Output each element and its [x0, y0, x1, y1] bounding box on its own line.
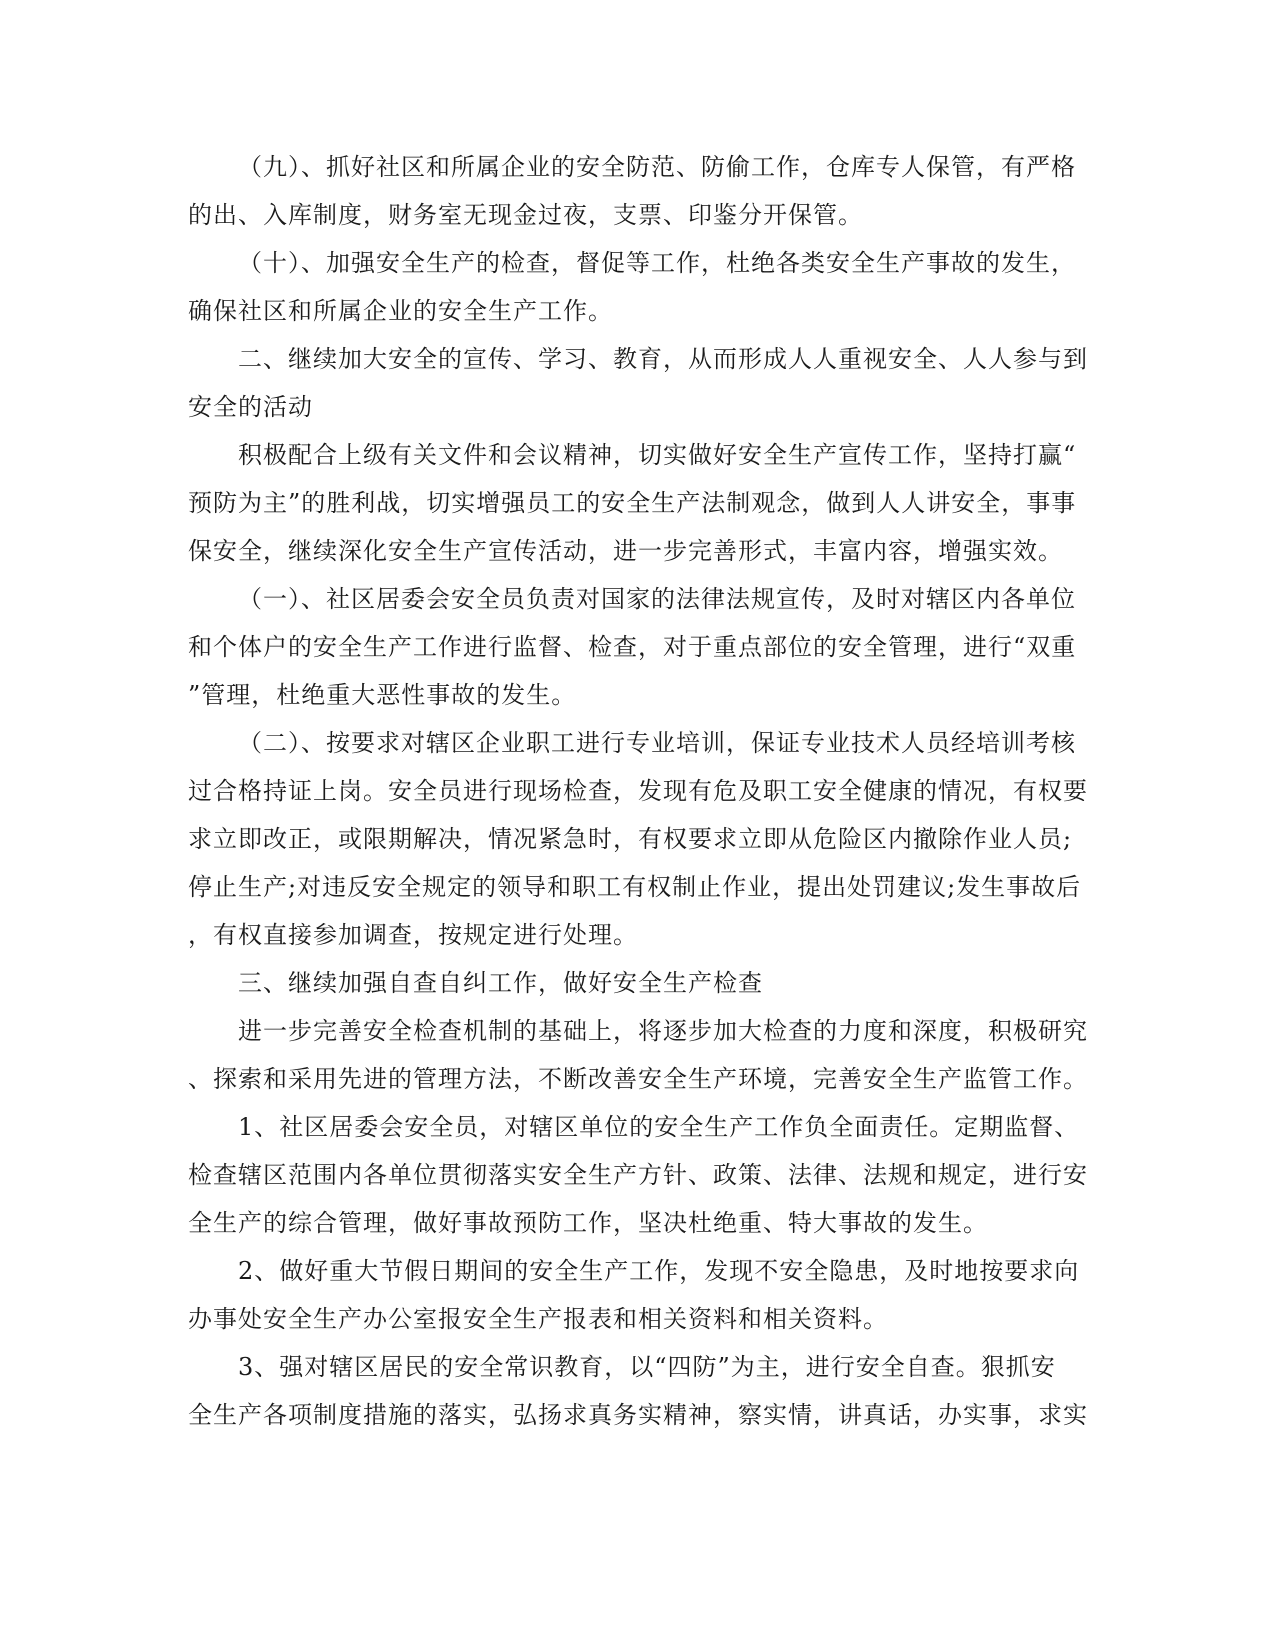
paragraph-first-line: 2、做好重大节假日期间的安全生产工作，发现不安全隐患，及时地按要求向 — [238, 1257, 1080, 1285]
paragraph-line: 安全的活动 — [188, 393, 313, 421]
paragraph-line: 保安全，继续深化安全生产宣传活动，进一步完善形式，丰富内容，增强实效。 — [188, 537, 1063, 565]
paragraph-line: 办事处安全生产办公室报安全生产报表和相关资料和相关资料。 — [188, 1305, 888, 1333]
paragraph-first-line: 积极配合上级有关文件和会议精神，切实做好安全生产宣传工作，坚持打赢“ — [238, 441, 1077, 469]
paragraph-line: 全生产的综合管理，做好事故预防工作，坚决杜绝重、特大事故的发生。 — [188, 1209, 988, 1237]
paragraph-first-line: 三、继续加强自查自纠工作，做好安全生产检查 — [238, 969, 763, 997]
paragraph-line: 全生产各项制度措施的落实，弘扬求真务实精神，察实情，讲真话，办实事，求实 — [188, 1401, 1088, 1429]
paragraph-line: 停止生产;对违反安全规定的领导和职工有权制止作业，提出处罚建议;发生事故后 — [188, 873, 1082, 901]
paragraph-first-line: （二）、按要求对辖区企业职工进行专业培训，保证专业技术人员经培训考核 — [238, 729, 1076, 757]
paragraph-first-line: 1、社区居委会安全员，对辖区单位的安全生产工作负全面责任。定期监督、 — [238, 1113, 1080, 1141]
paragraph-line: 确保社区和所属企业的安全生产工作。 — [188, 297, 613, 325]
paragraph-line: 、探索和采用先进的管理方法，不断改善安全生产环境，完善安全生产监管工作。 — [188, 1065, 1088, 1093]
document-body — [188, 143, 1088, 1439]
paragraph-line: ，有权直接参加调查，按规定进行处理。 — [188, 921, 638, 949]
paragraph-line: ”管理，杜绝重大恶性事故的发生。 — [188, 681, 577, 709]
paragraph-line: 检查辖区范围内各单位贯彻落实安全生产方针、政策、法律、法规和规定，进行安 — [188, 1161, 1088, 1189]
paragraph-first-line: （九）、抓好社区和所属企业的安全防范、防偷工作，仓库专人保管，有严格 — [238, 153, 1076, 181]
paragraph-first-line: 3、强对辖区居民的安全常识教育，以“四防”为主，进行安全自查。狠抓安 — [238, 1353, 1056, 1381]
paragraph-first-line: （一）、社区居委会安全员负责对国家的法律法规宣传，及时对辖区内各单位 — [238, 585, 1076, 613]
paragraph-line: 的出、入库制度，财务室无现金过夜，支票、印鉴分开保管。 — [188, 201, 863, 229]
paragraph-line: 预防为主”的胜利战，切实增强员工的安全生产法制观念，做到人人讲安全，事事 — [188, 489, 1077, 517]
paragraph-first-line: （十）、加强安全生产的检查，督促等工作，杜绝各类安全生产事故的发生， — [238, 249, 1076, 277]
paragraph-first-line: 进一步完善安全检查机制的基础上，将逐步加大检查的力度和深度，积极研究 — [238, 1017, 1088, 1045]
paragraph-line: 和个体户的安全生产工作进行监督、检查，对于重点部位的安全管理，进行“双重 — [188, 633, 1077, 661]
paragraph-first-line: 二、继续加大安全的宣传、学习、教育，从而形成人人重视安全、人人参与到 — [238, 345, 1088, 373]
paragraph-line: 过合格持证上岗。安全员进行现场检查，发现有危及职工安全健康的情况，有权要 — [188, 777, 1088, 805]
paragraph-line: 求立即改正，或限期解决，情况紧急时，有权要求立即从危险区内撤除作业人员; — [188, 825, 1073, 853]
